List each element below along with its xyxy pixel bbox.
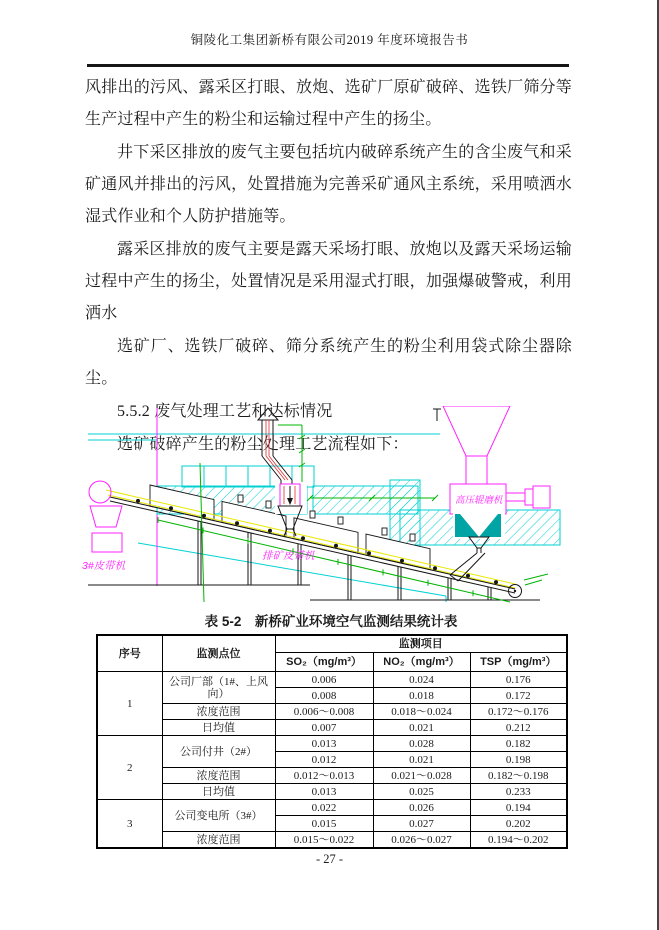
body-paragraph: 选矿破碎产生的粉尘处理工艺流程如下： xyxy=(117,436,409,453)
range-value-cell: 0.194～0.202 xyxy=(470,832,567,849)
value-cell: 0.027 xyxy=(373,816,470,832)
exhaust-stack xyxy=(258,408,292,484)
table-body xyxy=(97,672,567,849)
row-group-number: 1 xyxy=(97,672,162,736)
table-row xyxy=(97,736,567,752)
table-row xyxy=(97,704,567,720)
table-row xyxy=(97,768,567,784)
value-cell: 0.021 xyxy=(373,752,470,768)
range-label-cell: 浓度范围 xyxy=(162,832,275,849)
row-group-number: 2 xyxy=(97,736,162,800)
monitoring-point-cell: 公司变电所（3#） xyxy=(162,800,275,832)
table-caption: 表 5-2 新桥矿业环境空气监测结果统计表 xyxy=(204,614,458,629)
body-text-block xyxy=(85,72,572,462)
row-group-number: 3 xyxy=(97,800,162,849)
value-cell: 0.018 xyxy=(373,688,470,704)
header-divider-rule xyxy=(87,64,569,67)
value-cell: 0.202 xyxy=(470,816,567,832)
value-cell: 0.176 xyxy=(470,672,567,688)
feed-hopper xyxy=(443,406,510,484)
daily-label-cell: 日均值 xyxy=(162,784,275,800)
discharge-belt-label: 排矿皮带机 xyxy=(262,550,315,562)
range-value-cell: 0.006～0.008 xyxy=(275,704,373,720)
monitoring-point-cell: 公司厂部（1#、上风向） xyxy=(162,672,275,704)
mill-motor xyxy=(533,486,550,508)
body-paragraph: 井下采区排放的废气主要包括坑内破碎系统产生的含尘废气和采矿通风并排出的污风，处置措施为完善采矿通风主系统，采用喷洒水湿式作业和个人防护措施等。 xyxy=(85,144,572,225)
value-cell: 0.013 xyxy=(275,736,373,752)
daily-value-cell: 0.212 xyxy=(470,720,567,736)
body-paragraph: 选矿厂、选铁厂破碎、筛分系统产生的粉尘利用袋式除尘器除尘。 xyxy=(85,338,572,387)
table-row xyxy=(97,784,567,800)
range-value-cell: 0.172～0.176 xyxy=(470,704,567,720)
col-header-items: 监测项目 xyxy=(275,635,567,653)
col-header-so2: SO₂（mg/m³） xyxy=(275,653,373,672)
col-header-no2: NO₂（mg/m³） xyxy=(373,653,470,672)
t-marker xyxy=(433,409,441,421)
value-cell: 0.198 xyxy=(470,752,567,768)
range-value-cell: 0.026～0.027 xyxy=(373,832,470,849)
table-row xyxy=(97,672,567,688)
monitoring-table xyxy=(96,634,568,849)
cad-drawing xyxy=(78,406,658,606)
daily-value-cell: 0.007 xyxy=(275,720,373,736)
body-paragraph: 风排出的污风、露采区打眼、放炮、选矿厂原矿破碎、选铁厂筛分等生产过程中产生的粉尘和运输过程中产生的扬尘。 xyxy=(85,79,572,128)
value-cell: 0.008 xyxy=(275,688,373,704)
page-number: - 27 - xyxy=(315,852,344,866)
belt3-label: 3#皮带机 xyxy=(82,560,126,572)
daily-value-cell: 0.013 xyxy=(275,784,373,800)
range-value-cell: 0.012～0.013 xyxy=(275,768,373,784)
col-header-no: 序号 xyxy=(97,635,162,672)
header-title: 铜陵化工集团新桥有限公司2019 年度环境报告书 xyxy=(190,33,469,47)
table-row xyxy=(97,832,567,849)
col-header-tsp: TSP（mg/m³） xyxy=(470,653,567,672)
range-value-cell: 0.015～0.022 xyxy=(275,832,373,849)
col-header-point: 监测点位 xyxy=(162,635,275,672)
table-row xyxy=(97,800,567,816)
range-value-cell: 0.182～0.198 xyxy=(470,768,567,784)
pulley-axle xyxy=(514,590,516,592)
value-cell: 0.024 xyxy=(373,672,470,688)
building-outline xyxy=(88,434,440,440)
value-cell: 0.006 xyxy=(275,672,373,688)
value-cell: 0.172 xyxy=(470,688,567,704)
value-cell: 0.012 xyxy=(275,752,373,768)
feed-equipment xyxy=(89,481,122,552)
value-cell: 0.194 xyxy=(470,800,567,816)
daily-value-cell: 0.021 xyxy=(373,720,470,736)
monitoring-point-cell: 公司付井（2#） xyxy=(162,736,275,768)
range-value-cell: 0.018～0.024 xyxy=(373,704,470,720)
range-value-cell: 0.021～0.028 xyxy=(373,768,470,784)
body-paragraph: 露采区排放的废气主要是露天采场打眼、放炮以及露天采场运输过程中产生的扬尘，处置情况是采用湿式打眼，加强爆破警戒，利用洒水 xyxy=(85,241,572,322)
range-label-cell: 浓度范围 xyxy=(162,704,275,720)
value-cell: 0.182 xyxy=(470,736,567,752)
range-label-cell: 浓度范围 xyxy=(162,768,275,784)
table-row xyxy=(97,720,567,736)
section-heading: 5.5.2 废气处理工艺和达标情况 xyxy=(117,403,333,420)
roller-mill-label: 高压辊磨机 xyxy=(455,495,503,506)
daily-value-cell: 0.233 xyxy=(470,784,567,800)
daily-label-cell: 日均值 xyxy=(162,720,275,736)
value-cell: 0.026 xyxy=(373,800,470,816)
process-flow-diagram xyxy=(78,406,658,606)
value-cell: 0.022 xyxy=(275,800,373,816)
value-cell: 0.028 xyxy=(373,736,470,752)
daily-value-cell: 0.025 xyxy=(373,784,470,800)
value-cell: 0.015 xyxy=(275,816,373,832)
table-header xyxy=(97,635,567,672)
